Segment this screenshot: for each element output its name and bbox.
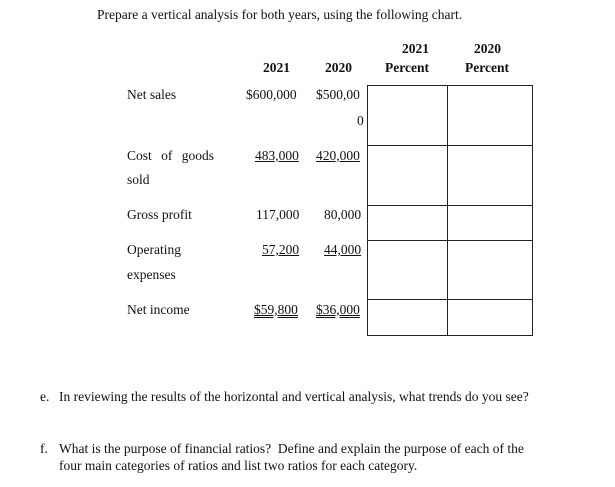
value-net-income-2020: $36,000 xyxy=(316,302,360,317)
value-gross-profit-2020: 80,000 xyxy=(324,207,362,222)
instruction-text: Prepare a vertical analysis for both years, using the following chart. xyxy=(97,7,463,22)
input-box-net-income-2020-pct[interactable] xyxy=(447,299,533,336)
value-gross-profit-2021: 117,000 xyxy=(256,207,300,222)
question-f-label: f. xyxy=(40,441,48,456)
input-box-cogs-2020-pct[interactable] xyxy=(447,145,533,206)
question-f-text-line1: What is the purpose of financial ratios? Define and explain the purpose of each of the xyxy=(59,441,524,456)
header-2020: 2020 xyxy=(325,60,352,75)
value-net-sales-2021: $600,000 xyxy=(246,87,297,102)
row-label-operating-expenses-wrap: expenses xyxy=(127,267,176,282)
input-box-net-income-2021-pct[interactable] xyxy=(367,299,449,336)
question-f-text-line2: four main categories of ratios and list two ratios for each category. xyxy=(59,458,418,473)
value-cogs-2021: 483,000 xyxy=(255,148,299,163)
row-label-net-income: Net income xyxy=(127,302,190,317)
header-pct-2020-year: 2020 xyxy=(474,41,501,56)
input-box-cogs-2021-pct[interactable] xyxy=(367,145,449,206)
value-net-sales-2020: $500,00 xyxy=(316,87,360,102)
value-net-sales-2020-wrap: 0 xyxy=(357,113,364,128)
row-label-cogs-wrap: sold xyxy=(127,172,150,187)
question-e-label: e. xyxy=(40,389,50,404)
row-label-gross-profit: Gross profit xyxy=(127,207,192,222)
row-label-operating-expenses: Operating xyxy=(127,242,181,257)
value-operating-expenses-2020: 44,000 xyxy=(324,242,362,257)
row-label-cogs: Cost of goods xyxy=(127,148,215,163)
header-pct-2021-label: Percent xyxy=(385,60,429,75)
header-2021: 2021 xyxy=(263,60,290,75)
value-net-income-2021: $59,800 xyxy=(254,302,298,317)
header-pct-2020-label: Percent xyxy=(465,60,509,75)
input-box-gross-profit-2020-pct[interactable] xyxy=(447,205,533,242)
input-box-net-sales-2021-pct[interactable] xyxy=(367,85,449,147)
value-cogs-2020: 420,000 xyxy=(316,148,360,163)
row-label-net-sales: Net sales xyxy=(127,87,177,102)
value-operating-expenses-2021: 57,200 xyxy=(262,242,300,257)
input-box-net-sales-2020-pct[interactable] xyxy=(447,85,533,147)
question-e-text: In reviewing the results of the horizontal and vertical analysis, what trends do you see? xyxy=(59,389,529,404)
header-pct-2021-year: 2021 xyxy=(402,41,429,56)
input-box-gross-profit-2021-pct[interactable] xyxy=(367,205,449,242)
input-box-operating-expenses-2020-pct[interactable] xyxy=(447,240,533,301)
input-box-operating-expenses-2021-pct[interactable] xyxy=(367,240,449,301)
